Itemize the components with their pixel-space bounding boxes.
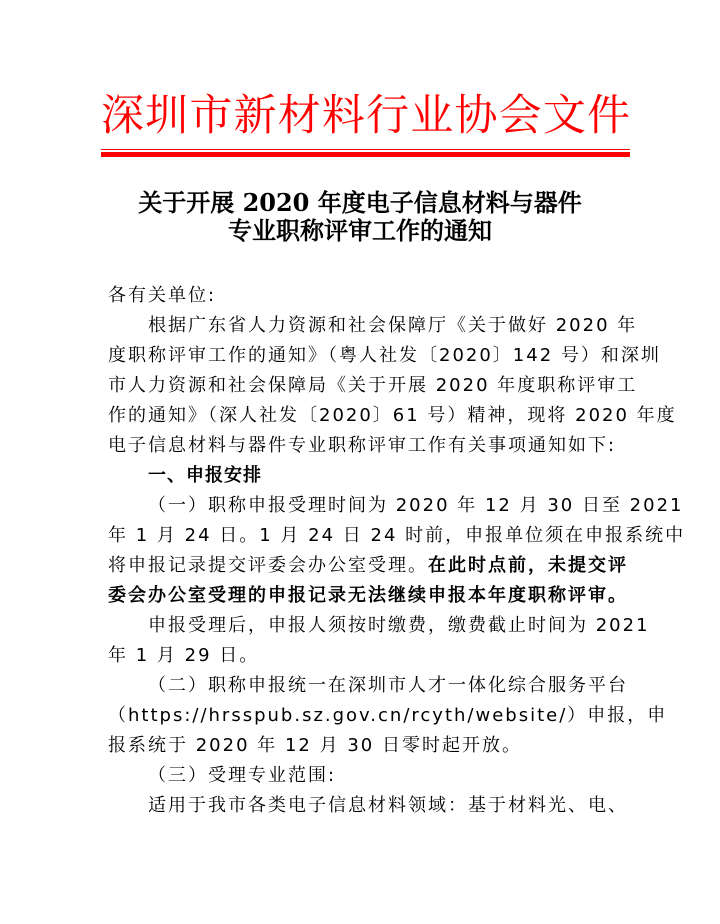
masthead-rule-thick — [101, 152, 630, 157]
paragraph-line: 根据广东省人力资源和社会保障厅《关于做好 2020 年 — [148, 315, 638, 336]
item-1-line — [108, 551, 628, 581]
paragraph-line: 度职称评审工作的通知》（粤人社发〔2020〕142 号）和深圳 — [108, 345, 661, 366]
fee-line: 申报受理后，申报人须按时缴费，缴费截止时间为 2021 — [148, 615, 650, 636]
salutation: 各有关单位: — [108, 285, 217, 306]
item-1-normal-text: 将申报记录提交评委会办公室受理。 — [108, 555, 428, 576]
paragraph-line: 作的通知》（深人社发〔2020〕61 号）精神，现将 2020 年度 — [108, 405, 677, 426]
section-heading-application: 一、申报安排 — [148, 465, 262, 486]
notice-title — [100, 189, 620, 245]
item-2-line: 报系统于 2020 年 12 月 30 日零时起开放。 — [108, 735, 522, 756]
item-2-line: （二）职称申报统一在深圳市人才一体化综合服务平台 — [148, 675, 628, 696]
item-2-url-line: （https://hrsspub.sz.gov.cn/rcyth/website/）申报，申 — [108, 705, 668, 726]
item-1-line: 年 1 月 24 日。1 月 24 日 24 时前，申报单位须在申报系统中 — [108, 525, 686, 546]
item-3-heading: （三）受理专业范围: — [148, 765, 337, 786]
item-1-emphasis-line: 委会办公室受理的申报记录无法继续申报本年度职称评审。 — [108, 585, 628, 606]
paragraph-line: 市人力资源和社会保障局《关于开展 2020 年度职称评审工 — [108, 375, 638, 396]
item-1-line: （一）职称申报受理时间为 2020 年 12 月 30 日至 2021 — [148, 495, 684, 516]
notice-body — [108, 281, 686, 821]
notice-title-line-1: 关于开展 2020 年度电子信息材料与器件 — [138, 188, 582, 217]
notice-title-line-2: 专业职称评审工作的通知 — [228, 216, 492, 245]
masthead-rule-thin — [101, 149, 630, 150]
paragraph-line: 电子信息材料与器件专业职称评审工作有关事项通知如下: — [108, 435, 617, 456]
item-3-line: 适用于我市各类电子信息材料领域：基于材料光、电、 — [148, 795, 628, 816]
item-1-emphasis-text: 在此时点前，未提交评 — [428, 555, 628, 576]
fee-line: 年 1 月 29 日。 — [108, 645, 260, 666]
masthead-title: 深圳市新材料行业协会文件 — [101, 91, 630, 141]
